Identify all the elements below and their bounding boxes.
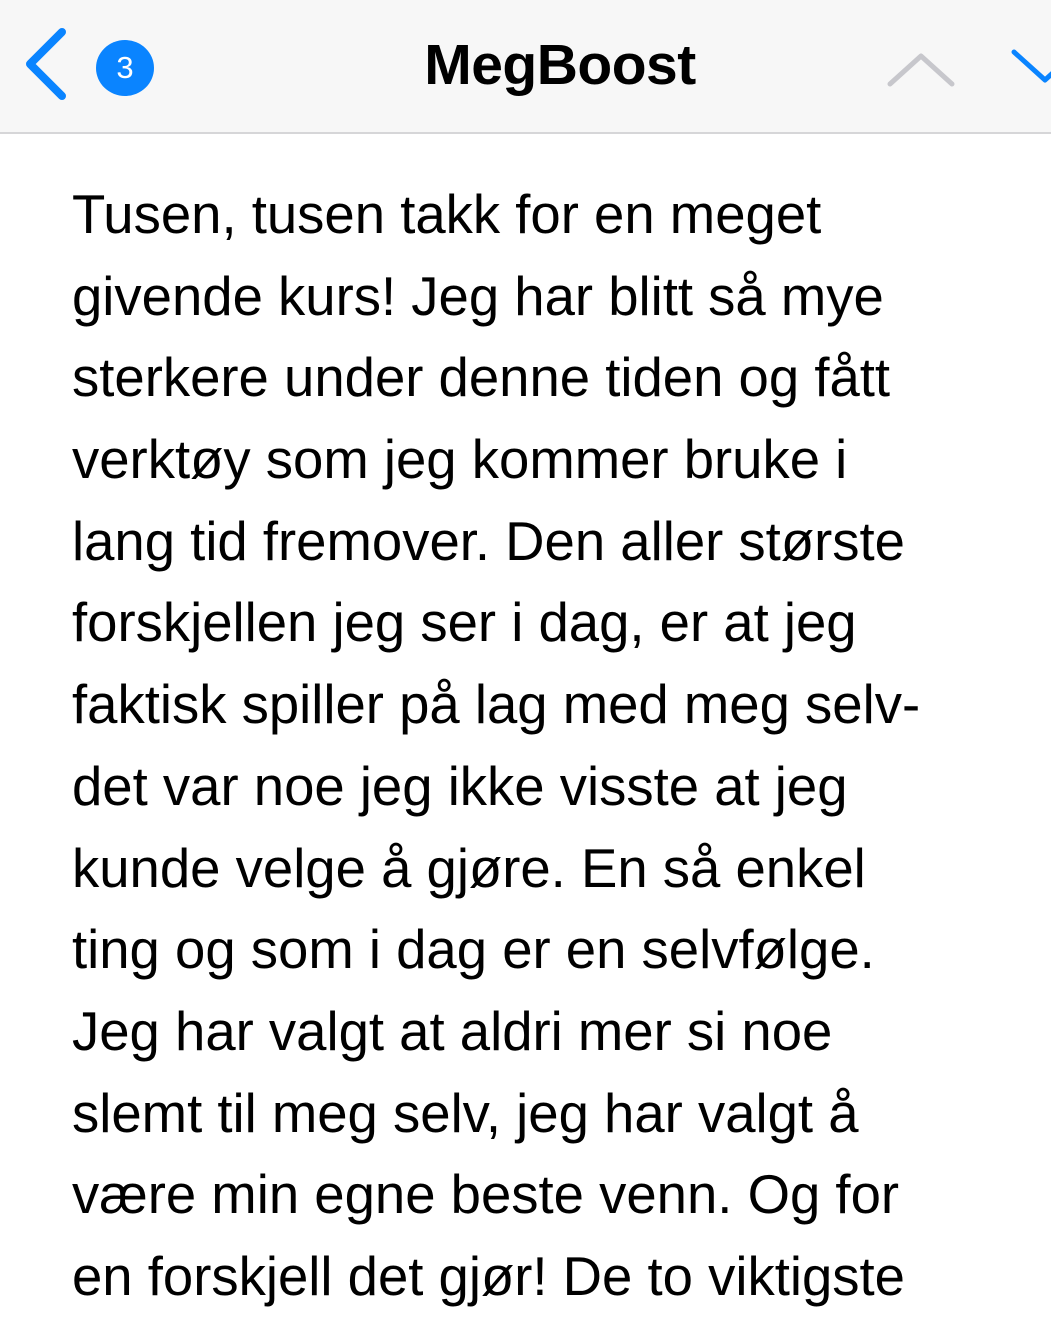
- next-message-button[interactable]: [1008, 44, 1051, 90]
- chevron-up-icon: [886, 44, 956, 90]
- unread-count-badge[interactable]: 3: [96, 40, 154, 96]
- navigation-bar: [0, 0, 1051, 134]
- message-line: være min egne beste venn. Og for: [72, 1164, 900, 1226]
- message-line: slemt til meg selv, jeg har valgt å: [72, 1082, 859, 1144]
- message-line: ting og som i dag er en selvfølge.: [72, 919, 875, 981]
- chevron-left-icon: [18, 26, 74, 102]
- previous-message-button[interactable]: [886, 44, 956, 90]
- page-title: MegBoost: [424, 33, 696, 97]
- message-line: Tusen, tusen takk for en meget: [72, 184, 822, 245]
- message-line: det var noe jeg ikke visste at jeg: [72, 755, 848, 817]
- message-body: [72, 174, 1032, 1318]
- message-line: verktøy som jeg kommer bruke i: [72, 429, 848, 491]
- message-line: kunde velge å gjøre. En så enkel: [72, 837, 866, 899]
- message-line: forskjellen jeg ser i dag, er at jeg: [72, 592, 857, 654]
- message-line: en forskjell det gjør! De to viktigste: [72, 1245, 905, 1307]
- back-button[interactable]: [18, 26, 74, 102]
- message-line: lang tid fremover. Den aller største: [72, 510, 905, 572]
- message-line: faktisk spiller på lag med meg selv-: [72, 674, 921, 736]
- message-line: givende kurs! Jeg har blitt så mye: [72, 265, 884, 327]
- message-line: Jeg har valgt at aldri mer si noe: [72, 1000, 833, 1062]
- chevron-down-icon: [1008, 44, 1051, 90]
- message-line: sterkere under denne tiden og fått: [72, 347, 891, 409]
